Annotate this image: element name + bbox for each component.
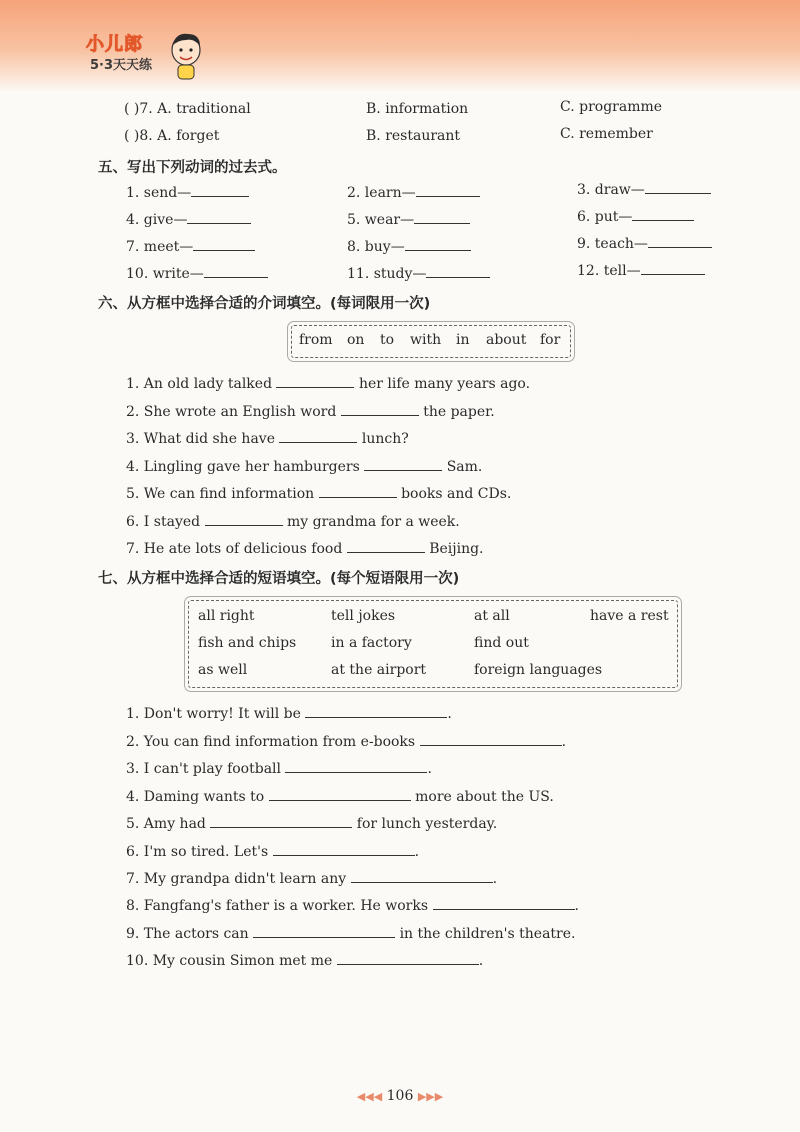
verb-prompt: 12. tell— [577, 263, 641, 279]
sentence-item [126, 484, 511, 502]
sentence-text: . [478, 953, 484, 969]
word-option: with [410, 332, 442, 348]
verb-prompt: 5. wear— [347, 212, 415, 228]
answer-blank[interactable] [269, 787, 411, 801]
logo-subtitle: 5·3天天练 [90, 58, 153, 73]
mc-8-b: B. restaurant [366, 128, 461, 144]
phrase-option: all right [198, 608, 255, 624]
phrase-option: at all [474, 608, 510, 624]
sentence-text: the paper. [423, 404, 495, 420]
answer-blank[interactable] [364, 457, 442, 471]
answer-blank[interactable] [416, 183, 480, 197]
verb-prompt: 11. study— [347, 266, 427, 282]
verb-prompt: 7. meet— [126, 239, 194, 255]
sentence-text: . [574, 898, 579, 914]
answer-blank[interactable] [426, 264, 490, 278]
sentence-text: 4. Lingling gave her hamburgers [126, 459, 360, 475]
word-option: in [456, 332, 470, 348]
sentence-item [126, 374, 530, 392]
verb-item [347, 264, 490, 282]
section-6-title: 六、从方框中选择合适的介词填空。(每词限用一次) [98, 296, 431, 312]
verb-prompt: 3. draw— [577, 182, 645, 198]
phrase-option: find out [474, 635, 529, 651]
sentence-item [126, 924, 575, 942]
answer-blank[interactable] [253, 924, 395, 938]
answer-blank[interactable] [273, 842, 415, 856]
answer-blank[interactable] [414, 210, 470, 224]
sentence-text: 5. We can find information [126, 486, 315, 502]
sentence-text: 6. I'm so tired. Let's [126, 844, 269, 860]
verb-prompt: 10. write— [126, 266, 204, 282]
verb-item [126, 210, 251, 228]
answer-blank[interactable] [337, 951, 479, 965]
sentence-text: my grandma for a week. [287, 514, 460, 530]
phrase-option: fish and chips [198, 635, 297, 651]
sentence-text: 7. He ate lots of delicious food [126, 541, 343, 557]
answer-blank[interactable] [645, 180, 711, 194]
sentence-text: more about the US. [415, 789, 554, 805]
answer-blank[interactable] [279, 429, 357, 443]
answer-blank[interactable] [351, 869, 493, 883]
prev-arrows-icon: ◀◀◀ [356, 1090, 383, 1103]
page-footer [0, 1088, 800, 1104]
sentence-text: . [447, 706, 452, 722]
answer-blank[interactable] [641, 261, 705, 275]
mc-8-a: ( )8. A. forget [124, 128, 220, 144]
answer-blank[interactable] [187, 210, 251, 224]
sentence-item [126, 759, 432, 777]
sentence-text: 10. My cousin Simon met me [126, 953, 333, 969]
verb-prompt: 4. give— [126, 212, 188, 228]
sentence-text: . [561, 734, 567, 750]
phrase-option: foreign languages [474, 662, 603, 678]
word-option: on [347, 332, 365, 348]
sentence-text: Beijing. [429, 541, 484, 557]
verb-item [126, 264, 268, 282]
sentence-item [126, 869, 497, 887]
verb-prompt: 9. teach— [577, 236, 648, 252]
phrase-option: have a rest [590, 608, 669, 624]
answer-blank[interactable] [305, 704, 447, 718]
answer-blank[interactable] [205, 512, 283, 526]
answer-blank[interactable] [319, 484, 397, 498]
verb-prompt: 6. put— [577, 209, 633, 225]
next-arrows-icon: ▶▶▶ [417, 1090, 444, 1103]
sentence-text: . [414, 844, 420, 860]
phrase-option: at the airport [331, 662, 427, 678]
sentence-text: 2. She wrote an English word [126, 404, 337, 420]
sentence-text: 5. Amy had [126, 816, 206, 832]
sentence-text: . [492, 871, 498, 887]
sentence-text: 8. Fangfang's father is a worker. He works [126, 898, 429, 914]
answer-blank[interactable] [648, 234, 712, 248]
sentence-item [126, 429, 409, 447]
verb-prompt: 1. send— [126, 185, 192, 201]
answer-blank[interactable] [347, 539, 425, 553]
sentence-item [126, 457, 482, 475]
verb-item [126, 183, 249, 201]
sentence-item [126, 896, 579, 914]
sentence-text: 3. What did she have [126, 431, 275, 447]
answer-blank[interactable] [276, 374, 354, 388]
logo [86, 30, 206, 90]
phrase-option: in a factory [331, 635, 412, 651]
sentence-text: for lunch yesterday. [356, 816, 498, 832]
answer-blank[interactable] [341, 402, 419, 416]
sentence-text: 9. The actors can [126, 926, 249, 942]
word-option: for [540, 332, 561, 348]
sentence-text: in the children's theatre. [399, 926, 576, 942]
sentence-text: her life many years ago. [358, 376, 531, 392]
mc-7-b: B. information [366, 101, 469, 117]
sentence-item [126, 814, 497, 832]
verb-item [577, 180, 711, 198]
verb-item [577, 207, 694, 225]
section-5-title: 五、写出下列动词的过去式。 [98, 160, 287, 176]
sentence-text: lunch? [361, 431, 409, 447]
answer-blank[interactable] [405, 237, 471, 251]
mascot-icon [168, 32, 204, 82]
mc-7-a: ( )7. A. traditional [124, 101, 251, 117]
sentence-text: . [427, 761, 432, 777]
verb-item [347, 183, 480, 201]
sentence-text: 1. An old lady talked [126, 376, 273, 392]
word-option: about [486, 332, 527, 348]
answer-blank[interactable] [191, 183, 249, 197]
word-option: to [380, 332, 395, 348]
sentence-item [126, 512, 460, 530]
sentence-text: Sam. [446, 459, 483, 475]
logo-title: 小儿郎 [86, 34, 143, 55]
answer-blank[interactable] [420, 732, 562, 746]
answer-blank[interactable] [204, 264, 268, 278]
verb-item [126, 237, 255, 255]
answer-blank[interactable] [193, 237, 255, 251]
verb-prompt: 2. learn— [347, 185, 416, 201]
sentence-text: 4. Daming wants to [126, 789, 265, 805]
sentence-text: 6. I stayed [126, 514, 201, 530]
sentence-item [126, 704, 452, 722]
word-option: from [299, 332, 333, 348]
answer-blank[interactable] [210, 814, 352, 828]
verb-item [577, 261, 705, 279]
sentence-item [126, 787, 554, 805]
sentence-item [126, 842, 419, 860]
verb-item [347, 237, 471, 255]
sentence-item [126, 732, 566, 750]
sentence-text: 7. My grandpa didn't learn any [126, 871, 347, 887]
mc-8-c: C. remember [560, 126, 653, 142]
sentence-text: 2. You can find information from e-books [126, 734, 416, 750]
page-number: 106 [386, 1088, 414, 1104]
sentence-text: 3. I can't play football [126, 761, 281, 777]
answer-blank[interactable] [632, 207, 694, 221]
phrase-option: tell jokes [331, 608, 396, 624]
verb-prompt: 8. buy— [347, 239, 405, 255]
mc-7-c: C. programme [560, 99, 663, 115]
answer-blank[interactable] [433, 896, 575, 910]
sentence-item [126, 402, 495, 420]
phrase-option: as well [198, 662, 248, 678]
answer-blank[interactable] [285, 759, 427, 773]
sentence-text: 1. Don't worry! It will be [126, 706, 301, 722]
section-7-title: 七、从方框中选择合适的短语填空。(每个短语限用一次) [98, 571, 460, 587]
sentence-item [126, 539, 484, 557]
sentence-text: books and CDs. [401, 486, 512, 502]
verb-item [577, 234, 712, 252]
verb-item [347, 210, 470, 228]
sentence-item [126, 951, 483, 969]
